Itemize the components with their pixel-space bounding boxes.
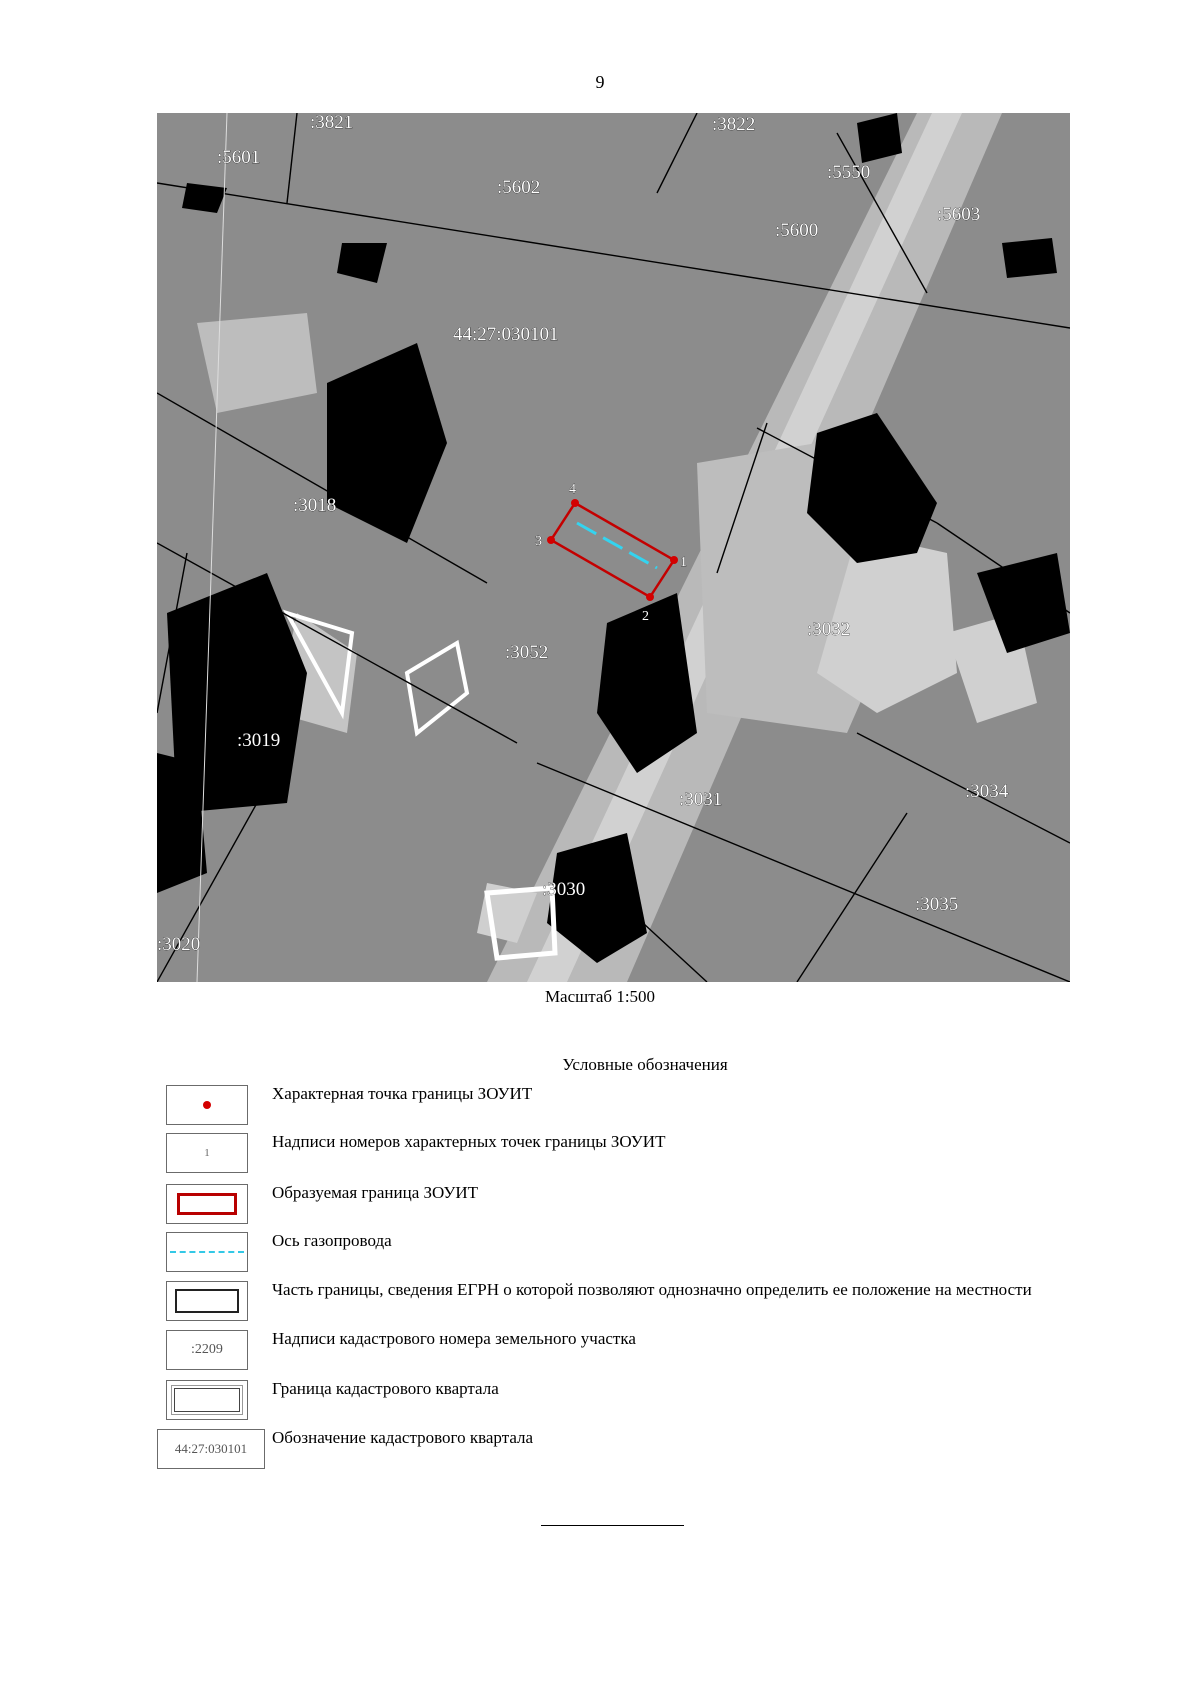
- quarter-label: 44:27:030101: [453, 324, 559, 345]
- legend-item-gas-axis: [0, 1232, 1200, 1272]
- cadastral-number-icon: :2209: [166, 1330, 248, 1370]
- zouit-point-4: [571, 499, 579, 507]
- point-label-1: 1: [680, 555, 687, 570]
- parcel-label-3030: :3030: [542, 879, 586, 900]
- point-label-2: 2: [642, 609, 649, 624]
- parcel-label-5601: :5601: [217, 147, 261, 168]
- parcel-label-3020: :3020: [157, 934, 201, 955]
- parcel-label-3035: :3035: [915, 894, 959, 915]
- legend-item-egrn-boundary: [0, 1281, 1200, 1321]
- legend-item-point: [0, 1085, 1200, 1125]
- parcel-label-3822: :3822: [712, 114, 756, 135]
- parcel-label-5550: :5550: [827, 162, 871, 183]
- legend-item-cadastral-number: [0, 1330, 1200, 1370]
- legend-text: Ось газопровода: [272, 1231, 392, 1250]
- legend-text: Надписи номеров характерных точек границы ЗОУИТ: [272, 1132, 666, 1151]
- parcel-label-5602: :5602: [497, 177, 541, 198]
- legend-title: Условные обозначения: [562, 1055, 728, 1074]
- cadastral-map[interactable]: [157, 113, 1070, 982]
- parcel-label-3019: :3019: [237, 730, 281, 751]
- zouit-point-2: [646, 593, 654, 601]
- parcel-label-5600: :5600: [775, 220, 819, 241]
- quarter-label-icon: 44:27:030101: [157, 1429, 265, 1469]
- red-boundary-icon: [166, 1184, 248, 1224]
- zouit-point-3: [547, 536, 555, 544]
- point-number-icon: 1: [166, 1133, 248, 1173]
- legend-text: Надписи кадастрового номера земельного участка: [272, 1329, 636, 1348]
- legend-item-quarter-label: [0, 1429, 1200, 1469]
- building-shadow: [1002, 238, 1057, 278]
- zouit-point-1: [670, 556, 678, 564]
- footer-divider: [541, 1525, 684, 1526]
- legend-item-point-number: [0, 1133, 1200, 1173]
- legend-item-zouit-boundary: [0, 1184, 1200, 1224]
- black-boundary-icon: [166, 1281, 248, 1321]
- point-label-3: 3: [535, 534, 542, 549]
- parcel-label-3031: :3031: [679, 789, 723, 810]
- point-label-4: 4: [569, 482, 576, 497]
- legend-item-quarter-boundary: [0, 1380, 1200, 1420]
- parcel-label-3821: :3821: [310, 113, 354, 133]
- legend-text: Часть границы, сведения ЕГРН о которой позволяют однозначно определить ее положение на местности: [272, 1280, 1032, 1299]
- quarter-boundary-icon: [166, 1380, 248, 1420]
- map-canvas: [157, 113, 1070, 982]
- legend-text: Образуемая граница ЗОУИТ: [272, 1183, 479, 1202]
- legend-text: Обозначение кадастрового квартала: [272, 1428, 534, 1447]
- legend-text: Характерная точка границы ЗОУИТ: [272, 1084, 533, 1103]
- gas-axis-icon: [166, 1232, 248, 1272]
- parcel-label-5603: :5603: [937, 204, 981, 225]
- page-number: 9: [595, 72, 605, 92]
- parcel-label-3032: :3032: [807, 619, 851, 640]
- parcel-label-3034: :3034: [965, 781, 1009, 802]
- red-point-icon: [166, 1085, 248, 1125]
- parcel-label-3018: :3018: [293, 495, 337, 516]
- parcel-label-3052: :3052: [505, 642, 549, 663]
- scale-caption: Масштаб 1:500: [544, 987, 656, 1006]
- legend-text: Граница кадастрового квартала: [272, 1379, 499, 1398]
